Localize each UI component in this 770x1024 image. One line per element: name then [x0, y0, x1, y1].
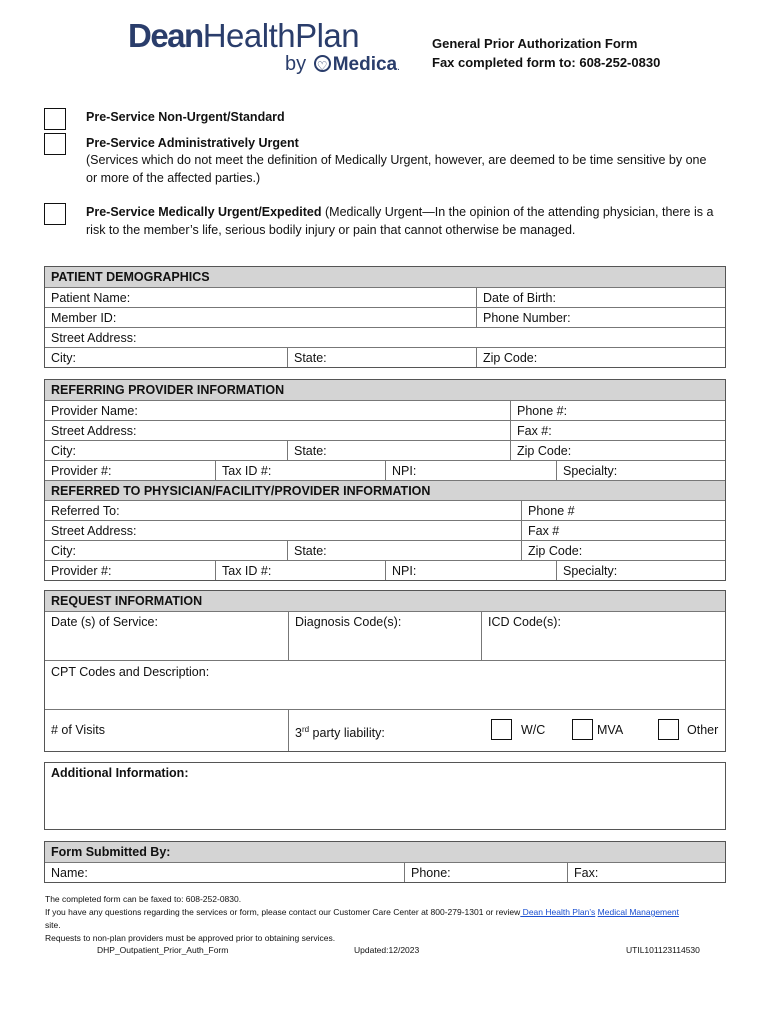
referring-state-field[interactable]: State: [287, 441, 333, 460]
logo-health-plan-text: HealthPlan [202, 17, 360, 54]
request-heading: REQUEST INFORMATION [51, 594, 203, 608]
patient-name-field[interactable]: Patient Name: [51, 291, 131, 305]
referring-npi-field[interactable]: NPI: [385, 461, 422, 480]
referring-specialty-field[interactable]: Specialty: [556, 461, 725, 480]
referred-to-row-street [45, 520, 725, 540]
checkbox-other[interactable] [658, 719, 679, 740]
footer-form-code: UTIL101123114530 [626, 945, 700, 955]
patient-row-city [45, 347, 725, 367]
patient-phone-field[interactable]: Phone Number: [476, 308, 725, 327]
option-admin-urgent-label: Pre-Service Administratively Urgent [86, 136, 299, 150]
checkbox-mva[interactable] [572, 719, 593, 740]
patient-row-name [45, 287, 725, 307]
footer-site-word: site. [45, 920, 61, 930]
medica-logo [285, 52, 400, 80]
number-of-visits-field[interactable]: # of Visits [51, 723, 105, 737]
option-medically-urgent-desc1: (Medically Urgent—In the opinion of the attending physician, there is a [321, 205, 714, 219]
request-section-header [45, 591, 725, 611]
third-party-number: 3 [295, 726, 302, 741]
submitted-heading: Form Submitted By: [51, 845, 171, 859]
checkbox-non-urgent[interactable] [44, 108, 66, 130]
referred-to-provider-number-field[interactable]: Provider #: [51, 564, 112, 578]
option-admin-urgent-desc2: or more of the affected parties.) [86, 171, 261, 185]
footer-form-name: DHP_Outpatient_Prior_Auth_Form [97, 945, 229, 955]
referred-to-state-field[interactable]: State: [287, 541, 333, 560]
referred-to-npi-field[interactable]: NPI: [385, 561, 422, 580]
provider-information-table [44, 379, 726, 581]
request-information-table [44, 590, 726, 752]
referring-street-field[interactable]: Street Address: [51, 424, 137, 438]
additional-information-heading: Additional Information: [51, 766, 189, 780]
medical-management-link[interactable]: Medical Management [597, 907, 679, 917]
submitted-section-header [45, 842, 725, 862]
referring-row-city [45, 440, 725, 460]
fax-instruction: Fax completed form to: 608-252-0830 [432, 55, 661, 70]
form-title: General Prior Authorization Form [432, 36, 638, 51]
dean-health-plan-link[interactable]: Dean Health Plan’s [520, 907, 596, 917]
referring-fax-field[interactable]: Fax #: [510, 421, 725, 440]
diagnosis-codes-field[interactable]: Diagnosis Code(s): [288, 612, 407, 660]
referring-row-name [45, 400, 725, 420]
checkbox-admin-urgent[interactable] [44, 133, 66, 155]
referred-to-specialty-field[interactable]: Specialty: [556, 561, 725, 580]
logo-medica-text: Medica [332, 54, 398, 75]
logo-by-text: by [285, 53, 307, 75]
submitter-fax-field[interactable]: Fax: [567, 863, 725, 882]
option-admin-urgent-desc1: (Services which do not meet the definition of Medically Urgent, however, are deemed to be time sensitive by one [86, 153, 707, 167]
third-party-liability-label [288, 710, 391, 751]
referring-heading: REFERRING PROVIDER INFORMATION [51, 383, 285, 397]
request-row-visits [45, 709, 725, 751]
footer-contact-text: If you have any questions regarding the services or form, please contact our Customer Care Center at 800-279-1301 or review [45, 907, 521, 917]
referring-tax-id-field[interactable]: Tax ID #: [215, 461, 277, 480]
logo-dean-text: Dean [128, 17, 203, 54]
patient-section-header [45, 267, 725, 287]
checkbox-medically-urgent[interactable] [44, 203, 66, 225]
patient-city-field[interactable]: City: [51, 351, 76, 365]
footer-non-plan-note: Requests to non-plan providers must be approved prior to obtaining services. [45, 933, 336, 943]
patient-street-field[interactable]: Street Address: [51, 331, 137, 345]
patient-demographics-table [44, 266, 726, 368]
request-row-codes [45, 611, 725, 660]
referring-row-street [45, 420, 725, 440]
option-medically-urgent-label: Pre-Service Medically Urgent/Expedited [86, 205, 322, 219]
cpt-codes-field[interactable]: CPT Codes and Description: [51, 665, 210, 679]
referred-to-tax-id-field[interactable]: Tax ID #: [215, 561, 277, 580]
referred-to-row-ids [45, 560, 725, 580]
referred-to-row-city [45, 540, 725, 560]
referred-to-fax-field[interactable]: Fax # [521, 521, 725, 540]
patient-zip-field[interactable]: Zip Code: [476, 348, 725, 367]
patient-state-field[interactable]: State: [287, 348, 333, 367]
referred-to-heading: REFERRED TO PHYSICIAN/FACILITY/PROVIDER INFORMATION [51, 484, 431, 498]
referred-to-street-field[interactable]: Street Address: [51, 524, 137, 538]
referred-to-phone-field[interactable]: Phone # [521, 501, 725, 520]
referred-to-zip-field[interactable]: Zip Code: [521, 541, 725, 560]
option-medically-urgent-desc2: risk to the member’s life, serious bodily injury or pain that cannot otherwise be managed. [86, 223, 576, 237]
referred-to-section-header [45, 480, 725, 500]
referred-to-name-field[interactable]: Referred To: [51, 504, 120, 518]
referring-section-header [45, 380, 725, 400]
referring-zip-field[interactable]: Zip Code: [510, 441, 725, 460]
other-label: Other [687, 723, 719, 737]
dates-of-service-field[interactable]: Date (s) of Service: [51, 615, 158, 629]
referred-to-row-name [45, 500, 725, 520]
submitter-name-field[interactable]: Name: [51, 866, 88, 880]
referring-provider-number-field[interactable]: Provider #: [51, 464, 112, 478]
patient-row-member [45, 307, 725, 327]
third-party-suffix: rd [301, 725, 310, 734]
footer-updated-date: Updated:12/2023 [354, 945, 420, 955]
member-id-field[interactable]: Member ID: [51, 311, 117, 325]
patient-row-street [45, 327, 725, 347]
patient-dob-field[interactable]: Date of Birth: [476, 288, 725, 307]
mva-label: MVA [597, 723, 624, 737]
option-medically-urgent-line1 [86, 203, 713, 221]
checkbox-wc[interactable] [491, 719, 512, 740]
form-submitted-by-table [44, 841, 726, 883]
additional-information-box[interactable] [44, 762, 726, 830]
wc-label: W/C [521, 723, 546, 737]
submitter-phone-field[interactable]: Phone: [404, 863, 457, 882]
patient-heading: PATIENT DEMOGRAPHICS [51, 270, 210, 284]
referring-row-ids [45, 460, 725, 480]
dean-logo [128, 16, 359, 56]
footer-contact-note [45, 906, 735, 919]
referring-phone-field[interactable]: Phone #: [510, 401, 725, 420]
icd-codes-field[interactable]: ICD Code(s): [481, 612, 725, 660]
third-party-label-text: party liability: [309, 726, 385, 741]
heart-icon [314, 55, 331, 72]
referring-provider-name-field[interactable]: Provider Name: [51, 404, 138, 418]
referred-to-city-field[interactable]: City: [51, 544, 76, 558]
footer-fax-note: The completed form can be faxed to: 608-252-0830. [45, 894, 242, 904]
submitted-row [45, 862, 725, 882]
option-non-urgent-label: Pre-Service Non-Urgent/Standard [86, 110, 285, 124]
logo-reg-mark: . [397, 62, 400, 73]
request-row-cpt [45, 660, 725, 709]
referring-city-field[interactable]: City: [51, 444, 76, 458]
